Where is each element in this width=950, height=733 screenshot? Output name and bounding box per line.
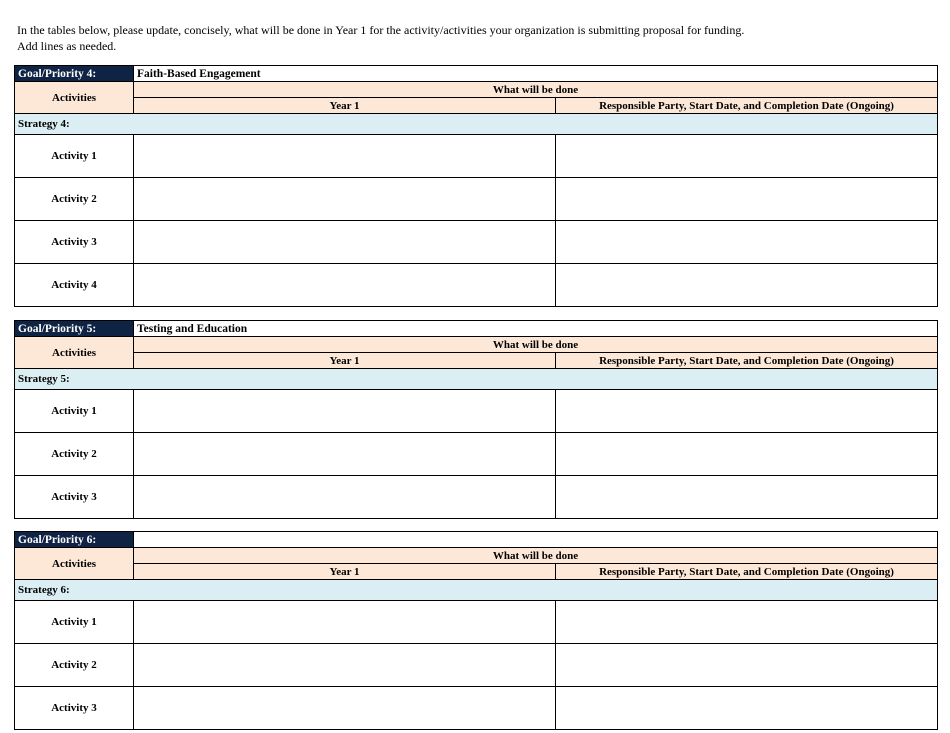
activity-row	[15, 687, 938, 730]
what-will-be-done-header: What will be done	[134, 548, 938, 564]
activity-label: Activity 1	[15, 601, 134, 644]
goal-label: Goal/Priority 4:	[15, 66, 134, 82]
activity-row	[15, 390, 938, 433]
instructions-line-2: Add lines as needed.	[17, 39, 117, 53]
responsible-cell[interactable]	[556, 476, 938, 519]
goal-table-6	[14, 531, 938, 730]
what-will-be-done-header: What will be done	[134, 337, 938, 353]
goal-title[interactable]: Testing and Education	[134, 321, 938, 337]
responsible-cell[interactable]	[556, 178, 938, 221]
responsible-cell[interactable]	[556, 264, 938, 307]
year1-cell[interactable]	[134, 178, 556, 221]
year1-cell[interactable]	[134, 433, 556, 476]
activity-row	[15, 644, 938, 687]
activity-row	[15, 178, 938, 221]
responsible-party-header: Responsible Party, Start Date, and Completion Date (Ongoing)	[556, 564, 938, 580]
instructions	[17, 22, 744, 54]
activity-label: Activity 2	[15, 433, 134, 476]
goal-label: Goal/Priority 5:	[15, 321, 134, 337]
activity-label: Activity 3	[15, 221, 134, 264]
year1-cell[interactable]	[134, 687, 556, 730]
activity-label: Activity 3	[15, 476, 134, 519]
goal-table-5	[14, 320, 938, 519]
activity-label: Activity 2	[15, 644, 134, 687]
activities-header: Activities	[15, 82, 134, 114]
what-will-be-done-header: What will be done	[134, 82, 938, 98]
responsible-cell[interactable]	[556, 221, 938, 264]
activity-label: Activity 4	[15, 264, 134, 307]
activity-row	[15, 433, 938, 476]
strategy-row[interactable]: Strategy 4:	[15, 114, 938, 135]
responsible-cell[interactable]	[556, 390, 938, 433]
goal-title[interactable]: Faith-Based Engagement	[134, 66, 938, 82]
responsible-cell[interactable]	[556, 687, 938, 730]
year1-cell[interactable]	[134, 221, 556, 264]
instructions-line-1: In the tables below, please update, concisely, what will be done in Year 1 for the activity/activities your organization is submitting proposal for funding.	[17, 23, 745, 37]
year1-header: Year 1	[134, 98, 556, 114]
goal-label: Goal/Priority 6:	[15, 532, 134, 548]
strategy-row[interactable]: Strategy 6:	[15, 580, 938, 601]
year1-cell[interactable]	[134, 264, 556, 307]
activity-row	[15, 221, 938, 264]
year1-cell[interactable]	[134, 476, 556, 519]
responsible-cell[interactable]	[556, 644, 938, 687]
responsible-cell[interactable]	[556, 601, 938, 644]
goal-table-4	[14, 65, 938, 307]
year1-header: Year 1	[134, 564, 556, 580]
year1-cell[interactable]	[134, 135, 556, 178]
activities-header: Activities	[15, 548, 134, 580]
activity-row	[15, 601, 938, 644]
responsible-party-header: Responsible Party, Start Date, and Completion Date (Ongoing)	[556, 353, 938, 369]
activity-row	[15, 135, 938, 178]
activity-row	[15, 264, 938, 307]
responsible-party-header: Responsible Party, Start Date, and Completion Date (Ongoing)	[556, 98, 938, 114]
year1-header: Year 1	[134, 353, 556, 369]
activity-label: Activity 3	[15, 687, 134, 730]
activities-header: Activities	[15, 337, 134, 369]
strategy-row[interactable]: Strategy 5:	[15, 369, 938, 390]
goal-title[interactable]	[134, 532, 938, 548]
responsible-cell[interactable]	[556, 433, 938, 476]
year1-cell[interactable]	[134, 601, 556, 644]
activity-label: Activity 1	[15, 390, 134, 433]
activity-row	[15, 476, 938, 519]
year1-cell[interactable]	[134, 390, 556, 433]
activity-label: Activity 2	[15, 178, 134, 221]
responsible-cell[interactable]	[556, 135, 938, 178]
year1-cell[interactable]	[134, 644, 556, 687]
activity-label: Activity 1	[15, 135, 134, 178]
